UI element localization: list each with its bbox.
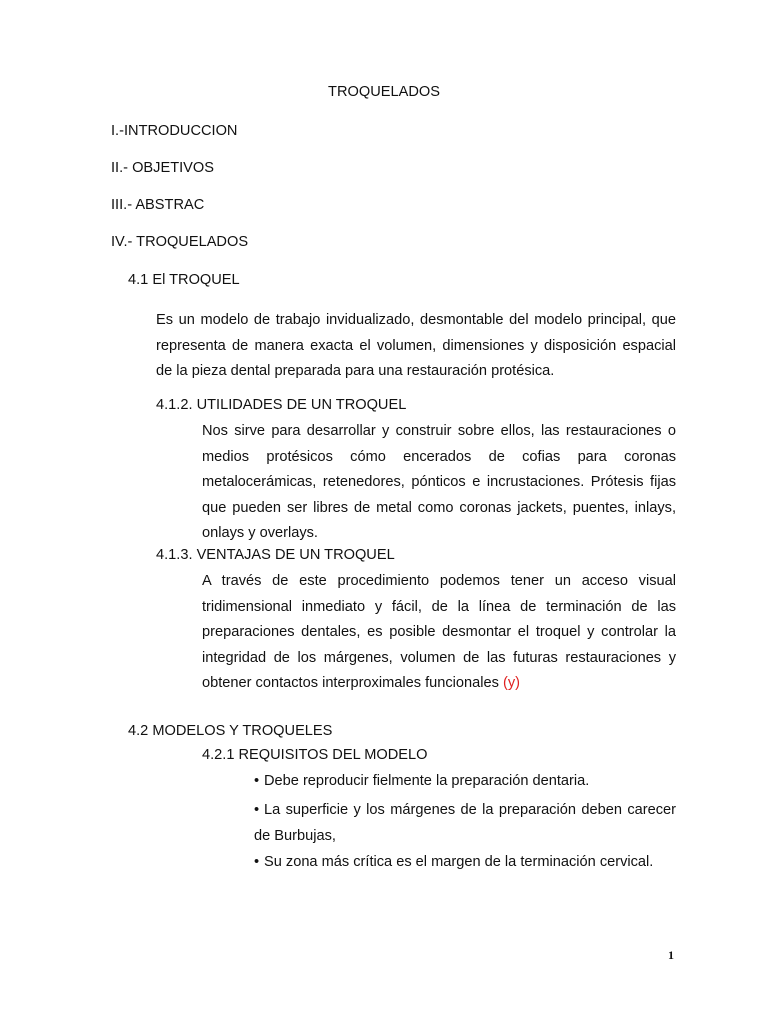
citation-marker: (y) — [502, 675, 520, 691]
paragraph-ventajas — [202, 569, 676, 697]
bullet-text: Su zona más crítica es el margen de la terminación cervical. — [264, 854, 654, 870]
subsection-heading-el-troquel: 4.1 El TROQUEL — [128, 272, 240, 288]
section-heading-introduccion: I.-INTRODUCCION — [111, 123, 238, 139]
bullet-item — [254, 797, 676, 849]
section-heading-troquelados: IV.- TROQUELADOS — [111, 234, 249, 250]
bullet-icon: • — [254, 854, 260, 870]
bullet-item — [254, 849, 676, 875]
subsection-heading-modelos-y-troqueles: 4.2 MODELOS Y TROQUELES — [128, 723, 333, 739]
section-heading-abstrac: III.- ABSTRAC — [111, 197, 205, 213]
paragraph-utilidades: Nos sirve para desarrollar y construir sobre ellos, las restauraciones o medios protésicos cómo encerados de cofias para coronas metalocerámicas, retenedores, pónticos e incrustaciones. Prótesis fijas que pueden ser libres de metal como coronas jackets, puentes, inlays, onlays y overlays. — [202, 423, 676, 541]
bullet-icon: • — [254, 802, 260, 818]
bullet-item — [254, 773, 676, 789]
bullet-text: Debe reproducir fielmente la preparación dentaria. — [264, 773, 590, 789]
page-number: 1 — [668, 948, 674, 962]
subsection-heading-utilidades: 4.1.2. UTILIDADES DE UN TROQUEL — [156, 397, 407, 413]
paragraph-ventajas-text: A través de este procedimiento podemos tener un acceso visual tridimensional inmediato y fácil, de la línea de terminación de las preparaciones dentales, es posible desmontar el troquel y controlar la integridad de los márgenes, volumen de las futuras restauraciones y obtener contactos interproximales funcionales — [202, 573, 676, 691]
subsection-heading-requisitos: 4.2.1 REQUISITOS DEL MODELO — [202, 747, 428, 763]
document-title: TROQUELADOS — [328, 84, 440, 100]
subsection-heading-ventajas: 4.1.3. VENTAJAS DE UN TROQUEL — [156, 547, 395, 563]
paragraph-el-troquel: Es un modelo de trabajo invidualizado, desmontable del modelo principal, que representa de manera exacta el volumen, dimensiones y disposición espacial de la pieza dental preparada para una restauración protésica. — [156, 312, 676, 379]
bullet-text: La superficie y los márgenes de la preparación deben carecer de Burbujas, — [254, 802, 676, 844]
bullet-icon: • — [254, 773, 260, 789]
section-heading-objetivos: II.- OBJETIVOS — [111, 160, 214, 176]
